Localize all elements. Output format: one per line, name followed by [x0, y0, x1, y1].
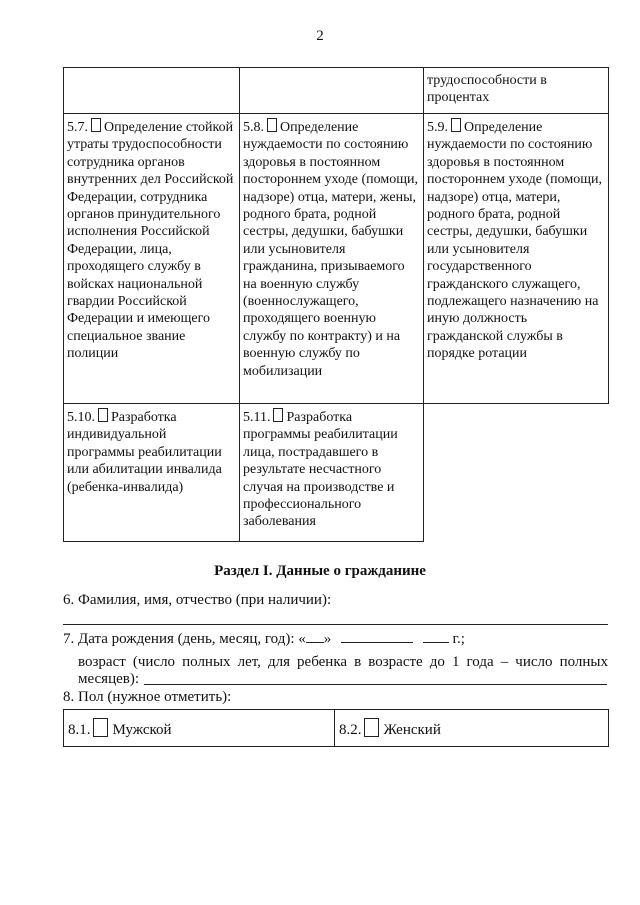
birth-year-field[interactable]: [423, 629, 449, 643]
checkbox-5-9[interactable]: [451, 118, 461, 132]
table-cell: [64, 68, 240, 114]
checkbox-male[interactable]: [93, 718, 108, 737]
item-number: 5.9.: [427, 120, 448, 135]
field-6-label: 6. Фамилия, имя, отчество (при наличии):: [63, 592, 332, 608]
section-title: Раздел I. Данные о гражданине: [214, 563, 426, 579]
service-item-5-11: [240, 404, 424, 542]
sex-option-female[interactable]: [335, 710, 609, 747]
item-text: Определение стойкой утраты трудоспособности сотрудника органов внутренних дел Российской Федерации, сотрудника органов принудительного исполнения Российской Федерации, лица, проходящего службу в войсках национальной гвардии Российской Федерации и имеющего специальное звание полиции: [67, 120, 234, 362]
sex-option-male[interactable]: [64, 710, 335, 747]
checkbox-5-7[interactable]: [91, 118, 101, 132]
field-7-label: [63, 629, 465, 648]
sex-selection-table: [63, 709, 609, 747]
item-number: 5.11.: [243, 410, 271, 425]
birth-date-label: 7. Дата рождения (день, месяц, год):: [63, 631, 295, 647]
quote-close: »: [323, 631, 332, 647]
year-suffix: г.;: [452, 631, 465, 647]
table-row: [64, 68, 609, 114]
age-label-line1: возраст (число полных лет, для ребенка в возрасте до 1 года – число полных: [78, 654, 608, 670]
field-8-label: 8. Пол (нужное отметить):: [63, 689, 232, 705]
female-number: 8.2.: [339, 721, 362, 738]
item-text: Разработка индивидуальной программы реабилитации или абилитации инвалида (ребенка-инвалида): [67, 410, 222, 495]
service-item-5-8: [240, 114, 424, 404]
item-text: Разработка программы реабилитации лица, пострадавшего в результате несчастного случая на производстве и профессионального заболевания: [243, 410, 398, 530]
birth-month-field[interactable]: [341, 629, 413, 643]
page-number: 2: [316, 28, 324, 44]
services-table: [63, 67, 609, 542]
service-item-5-7: [64, 114, 240, 404]
service-item-5-10: [64, 404, 240, 542]
birth-day-field[interactable]: [306, 629, 324, 643]
table-row: [64, 710, 609, 747]
male-label: Мужской: [112, 721, 172, 738]
service-item-5-9: [424, 114, 609, 404]
field-6-input-line[interactable]: [63, 624, 608, 625]
item-number: 5.7.: [67, 120, 88, 135]
checkbox-female[interactable]: [364, 718, 379, 737]
table-cell: [424, 404, 609, 542]
table-cell: [240, 68, 424, 114]
checkbox-5-11[interactable]: [273, 408, 283, 422]
table-cell: [424, 68, 609, 114]
cell-text: трудоспособности в процентах: [427, 73, 547, 106]
table-row: [64, 114, 609, 404]
item-number: 5.10.: [67, 410, 95, 425]
checkbox-5-10[interactable]: [98, 408, 108, 422]
quote-open: «: [298, 631, 306, 647]
item-number: 5.8.: [243, 120, 264, 135]
table-row: [64, 404, 609, 542]
male-number: 8.1.: [68, 721, 91, 738]
checkbox-5-8[interactable]: [267, 118, 277, 132]
age-input-line[interactable]: [144, 684, 607, 685]
item-text: Определение нуждаемости по состоянию здоровья в постоянном постороннем уходе (помощи, надзоре) отца, матери, жены, родного брата, родной сестры, дедушки, бабушки или усыновителя гражданина, призываемого на военную службу (военнослужащего, проходящего военную службу по контракту) и на военную службу по мобилизации: [243, 120, 418, 379]
female-label: Женский: [383, 721, 441, 738]
age-label-line2: месяцев):: [78, 671, 140, 687]
item-text: Определение нуждаемости по состоянию здоровья в постоянном постороннем уходе (помощи, надзоре) отца, матери, родного брата, родной сестры, дедушки, бабушки или усыновителя государственного гражданского служащего, подлежащего назначению на иную должность гражданской службы в порядке ротации: [427, 120, 602, 362]
